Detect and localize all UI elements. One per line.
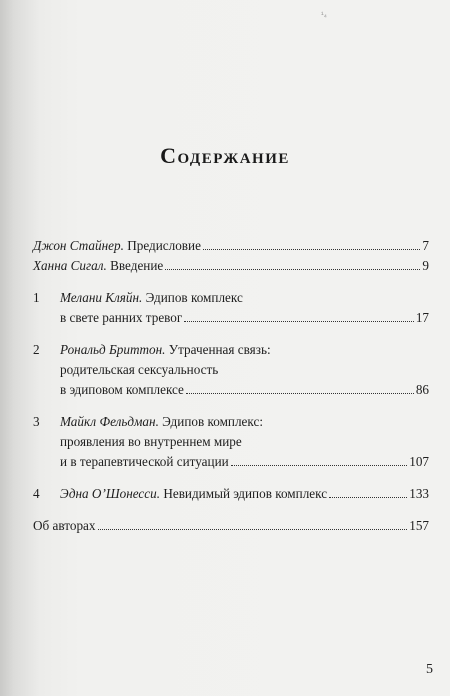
toc-entry-preface bbox=[33, 236, 429, 256]
toc-author: Майкл Фельдман. bbox=[60, 414, 159, 429]
toc-entry-chapter-3 bbox=[33, 412, 429, 472]
toc-page-number: 86 bbox=[415, 382, 429, 397]
toc-author: Джон Стайнер. bbox=[33, 238, 124, 253]
dot-leader bbox=[98, 529, 408, 530]
toc-title: Введение bbox=[110, 258, 164, 273]
toc-entry-chapter-1 bbox=[33, 288, 429, 328]
toc-title-line: Эдипов комплекс: bbox=[162, 414, 264, 429]
dot-leader bbox=[186, 393, 414, 394]
dot-leader bbox=[203, 249, 420, 250]
toc-title-line: Невидимый эдипов комплекс bbox=[163, 486, 328, 501]
toc-entry-introduction bbox=[33, 256, 429, 276]
toc-title-line: проявления во внутреннем мире bbox=[60, 434, 242, 449]
toc-author: Рональд Бриттон. bbox=[60, 342, 166, 357]
toc-page-number: 9 bbox=[422, 258, 429, 273]
chapter-number: 1 bbox=[33, 290, 40, 305]
dot-leader bbox=[165, 269, 420, 270]
page-title: Содержание bbox=[160, 143, 290, 168]
toc-title-line: Утраченная связь: bbox=[168, 342, 271, 357]
toc-entry-chapter-2 bbox=[33, 340, 429, 400]
toc-title-line: Эдипов комплекс bbox=[145, 290, 243, 305]
toc-title-line: родительская сексуальность bbox=[60, 362, 219, 377]
toc-title-line: в свете ранних тревог bbox=[60, 310, 183, 325]
chapter-number: 3 bbox=[33, 414, 40, 429]
toc-title: Предисловие bbox=[127, 238, 201, 253]
toc-title-line: и в терапевтической ситуации bbox=[60, 454, 229, 469]
chapter-number: 2 bbox=[33, 342, 40, 357]
toc-author: Мелани Кляйн. bbox=[60, 290, 143, 305]
dot-leader bbox=[231, 465, 408, 466]
toc-title: Об авторах bbox=[33, 518, 96, 533]
table-of-contents bbox=[33, 236, 429, 548]
chapter-number: 4 bbox=[33, 486, 40, 501]
toc-page-number: 7 bbox=[422, 238, 429, 253]
toc-author: Эдна О’Шонесси. bbox=[60, 486, 161, 501]
toc-page-number: 157 bbox=[409, 518, 429, 533]
toc-entry-about-authors bbox=[33, 516, 429, 536]
toc-page-number: 107 bbox=[409, 454, 429, 469]
dot-leader bbox=[329, 497, 407, 498]
toc-page-number: 133 bbox=[409, 486, 429, 501]
page-number: 5 bbox=[426, 662, 433, 677]
toc-page-number: 17 bbox=[415, 310, 429, 325]
corner-mark: ¹₄ bbox=[321, 10, 327, 19]
toc-author: Ханна Сигал. bbox=[33, 258, 107, 273]
toc-title-line: в эдиповом комплексе bbox=[60, 382, 184, 397]
dot-leader bbox=[184, 321, 413, 322]
toc-entry-chapter-4 bbox=[33, 484, 429, 504]
